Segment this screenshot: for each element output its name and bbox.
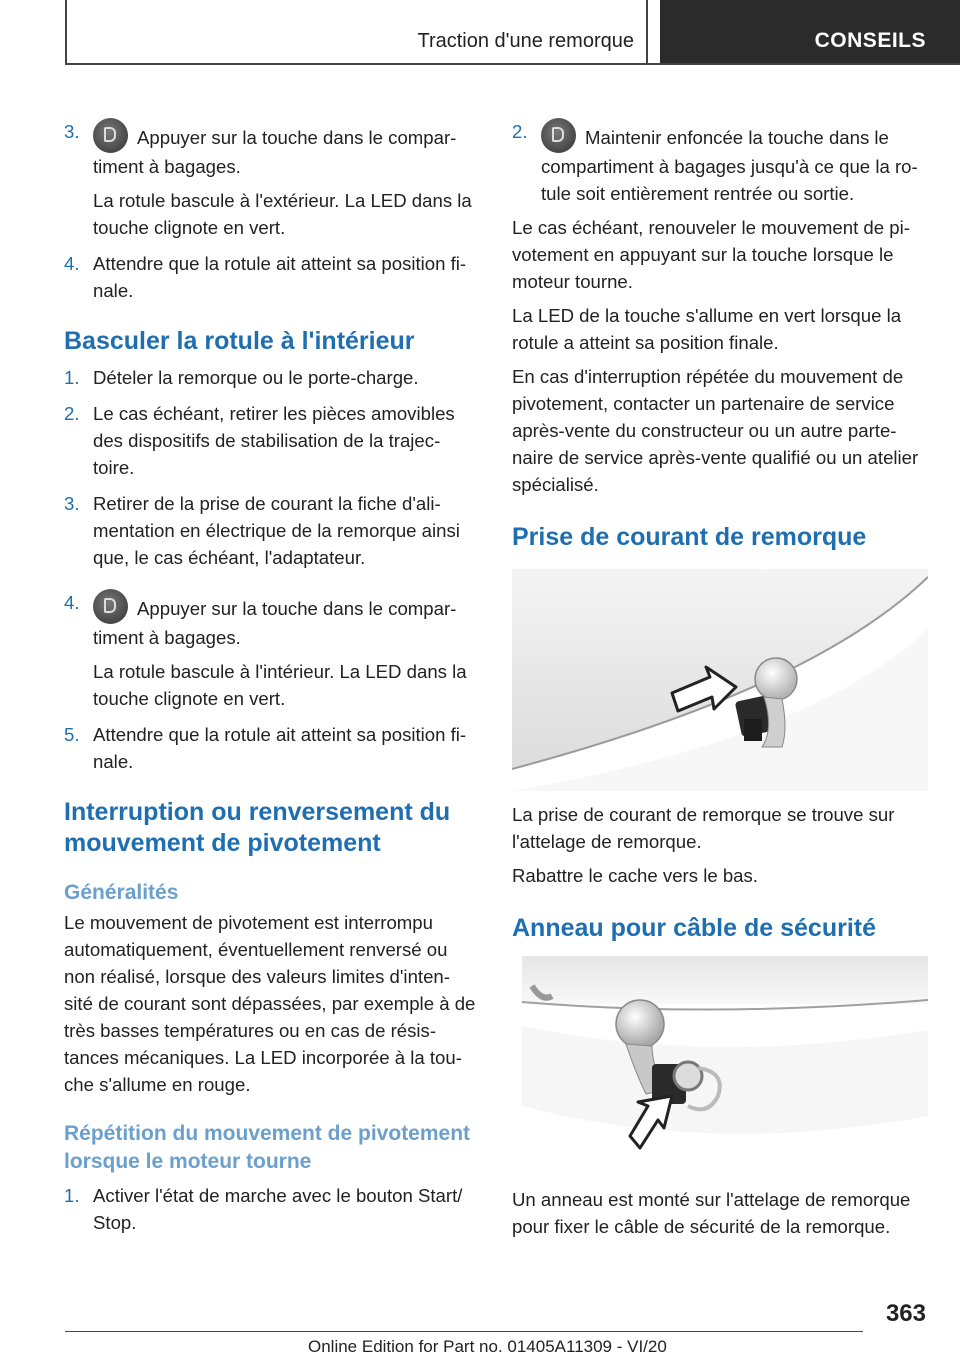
step-item (64, 250, 478, 304)
step-item (64, 400, 478, 481)
step-text: Retirer de la prise de courant la fiche d'ali-mentation en électrique de la remorque ainsi que, le cas échéant, l'adaptateur. (93, 493, 460, 568)
step-number: 1. (64, 367, 80, 388)
paragraph-generalites: Le mouvement de pivotement est interrompu automatiquement, éventuellement renversé ou non réalisé, lorsque des valeurs limites d'inten-sité de courant sont dépassées, par exemple à de très basses températures ou en cas de résis-tances mécaniques. La LED incorporée à la tou-che s'allume en rouge. (64, 912, 476, 1095)
right-column (512, 118, 928, 1240)
step-text-cont: timent à bagages. (93, 156, 241, 177)
heading-generalites: Généralités (64, 881, 179, 904)
step-text: Le cas échéant, retirer les pièces amovibles des dispositifs de stabilisation de la trajec-toire. (93, 403, 455, 478)
step-text: Activer l'état de marche avec le bouton Start/ Stop. (93, 1185, 463, 1233)
tow-hitch-button-icon (93, 118, 128, 153)
tow-hitch-button-icon (93, 589, 128, 624)
step-text: Dételer la remorque ou le porte-charge. (93, 367, 419, 388)
section-title: CONSEILS (814, 29, 926, 52)
trailer-socket-illustration (512, 569, 928, 791)
step-text: Attendre que la rotule ait atteint sa position fi-nale. (93, 724, 467, 772)
safety-ring-illustration (512, 956, 928, 1174)
paragraph: Rabattre le cache vers le bas. (512, 865, 758, 886)
header-section-box (660, 0, 960, 63)
chapter-title: Traction d'une remorque (417, 30, 634, 52)
step-text: Appuyer sur la touche dans le compar- (137, 598, 457, 619)
paragraph: La LED de la touche s'allume en vert lorsque la rotule a atteint sa position finale. (512, 305, 902, 353)
step-text: Appuyer sur la touche dans le compar- (137, 127, 457, 148)
step-item (64, 490, 478, 571)
heading-anneau: Anneau pour câble de sécurité (512, 914, 876, 942)
step-number: 5. (64, 724, 80, 745)
heading-basculer: Basculer la rotule à l'intérieur (64, 327, 415, 355)
step-text-cont: timent à bagages. (93, 627, 241, 648)
step-number: 4. (64, 592, 80, 613)
step-item (64, 1182, 478, 1236)
step-number: 2. (512, 121, 528, 142)
step-text: Maintenir enfoncée la touche dans le (585, 127, 889, 148)
step-number: 2. (64, 403, 80, 424)
heading-interruption: Interruption ou renversement du mouvement de pivotement (64, 798, 451, 857)
step-note: La rotule bascule à l'intérieur. La LED dans la touche clignote en vert. (93, 661, 467, 709)
footer-rule (65, 1331, 863, 1332)
step-number: 3. (64, 121, 80, 142)
step-note: La rotule bascule à l'extérieur. La LED dans la touche clignote en vert. (93, 190, 472, 238)
step-item (64, 589, 478, 624)
step-number: 1. (64, 1185, 80, 1206)
paragraph: Le cas échéant, renouveler le mouvement de pi-votement en appuyant sur la touche lorsque le moteur tourne. (512, 217, 910, 292)
paragraph: La prise de courant de remorque se trouve sur l'attelage de remorque. (512, 804, 895, 852)
heading-prise: Prise de courant de remorque (512, 523, 867, 551)
paragraph: En cas d'interruption répétée du mouvement de pivotement, contacter un partenaire de service après-vente du constructeur ou un autre parte-naire de service après-vente qualifié ou un atelier spécialisé. (512, 366, 919, 495)
step-item (64, 118, 478, 153)
left-column (64, 118, 478, 1236)
header-rule (65, 63, 960, 65)
step-number: 4. (64, 253, 80, 274)
step-number: 3. (64, 493, 80, 514)
safety-cable-ring-photo (512, 956, 928, 1174)
page-number: 363 (885, 1300, 926, 1327)
step-item (64, 721, 478, 775)
step-text: Attendre que la rotule ait atteint sa position fi-nale. (93, 253, 467, 301)
tow-hitch-button-icon (541, 118, 576, 153)
heading-repetition: Répétition du mouvement de pivotement lorsque le moteur tourne (64, 1122, 471, 1173)
edition-text: Online Edition for Part no. 01405A11309 - VI/20 (308, 1337, 667, 1356)
trailer-socket-photo (512, 569, 928, 791)
header-chapter-box (65, 0, 648, 63)
step-text-cont: compartiment à bagages jusqu'à ce que la ro-tule soit entièrement rentrée ou sortie. (541, 156, 918, 204)
step-item (512, 118, 928, 153)
step-item (64, 364, 478, 391)
paragraph: Un anneau est monté sur l'attelage de remorque pour fixer le câble de sécurité de la remorque. (512, 1189, 911, 1237)
